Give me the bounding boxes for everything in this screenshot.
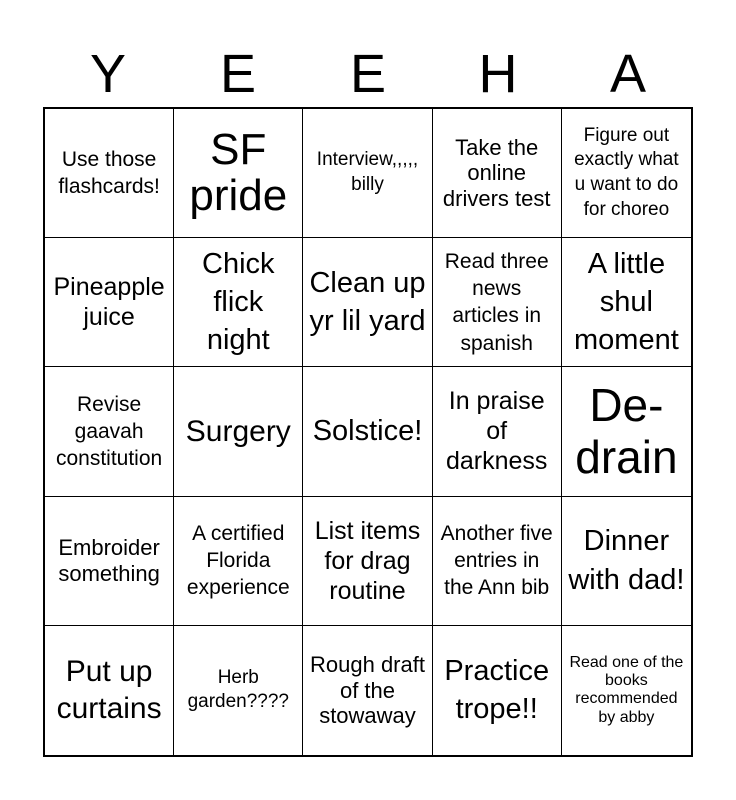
bingo-cell-r1c1[interactable]: Use those flashcards!	[45, 109, 174, 238]
bingo-cell-r4c5[interactable]: Dinner with dad!	[562, 497, 691, 626]
bingo-cell-r1c3[interactable]: Interview,,,,, billy	[303, 109, 432, 238]
bingo-cell-r3c3[interactable]: Solstice!	[303, 367, 432, 496]
bingo-cell-r1c5[interactable]: Figure out exactly what u want to do for choreo	[562, 109, 691, 238]
bingo-header	[43, 40, 693, 108]
bingo-cell-r3c5[interactable]: De-drain	[562, 367, 691, 496]
bingo-cell-r3c2[interactable]: Surgery	[174, 367, 303, 496]
bingo-cell-r4c2[interactable]: A certified Florida experience	[174, 497, 303, 626]
bingo-cell-r5c5[interactable]: Read one of the books recommended by abby	[569, 653, 684, 726]
header-letter-e1: E	[219, 44, 257, 104]
bingo-cell-r2c5[interactable]: A little shul moment	[562, 238, 691, 367]
bingo-cell-r5c4[interactable]: Practice trope!!	[433, 626, 562, 755]
bingo-cell-r4c4[interactable]: Another five entries in the Ann bib	[433, 497, 562, 626]
header-letter-a: A	[609, 44, 647, 104]
bingo-cell-r1c2[interactable]: SF pride	[174, 109, 303, 238]
header-letter-h: H	[478, 44, 518, 104]
bingo-cell-r2c3[interactable]: Clean up yr lil yard	[303, 238, 432, 367]
bingo-cell-r2c2[interactable]: Chick flick night	[174, 238, 303, 367]
bingo-cell-r5c1[interactable]: Put up curtains	[45, 626, 174, 755]
header-letter-e2: E	[349, 44, 387, 104]
bingo-board	[43, 107, 693, 757]
bingo-cell-r4c3[interactable]: List items for drag routine	[303, 497, 432, 626]
bingo-cell-r1c4[interactable]: Take the online drivers test	[433, 109, 562, 238]
bingo-cell-r3c1[interactable]: Revise gaavah constitution	[45, 367, 174, 496]
bingo-cell-r5c3[interactable]: Rough draft of the stowaway	[303, 626, 432, 755]
bingo-cell-r5c2[interactable]: Herb garden????	[174, 626, 303, 755]
bingo-cell-r2c4[interactable]: Read three news articles in spanish	[433, 238, 562, 367]
bingo-cell-r4c1[interactable]: Embroider something	[45, 497, 174, 626]
bingo-cell-r2c1[interactable]: Pineapple juice	[45, 238, 174, 367]
bingo-cell-r3c4[interactable]: In praise of darkness	[433, 367, 562, 496]
header-letter-y: Y	[89, 44, 127, 104]
